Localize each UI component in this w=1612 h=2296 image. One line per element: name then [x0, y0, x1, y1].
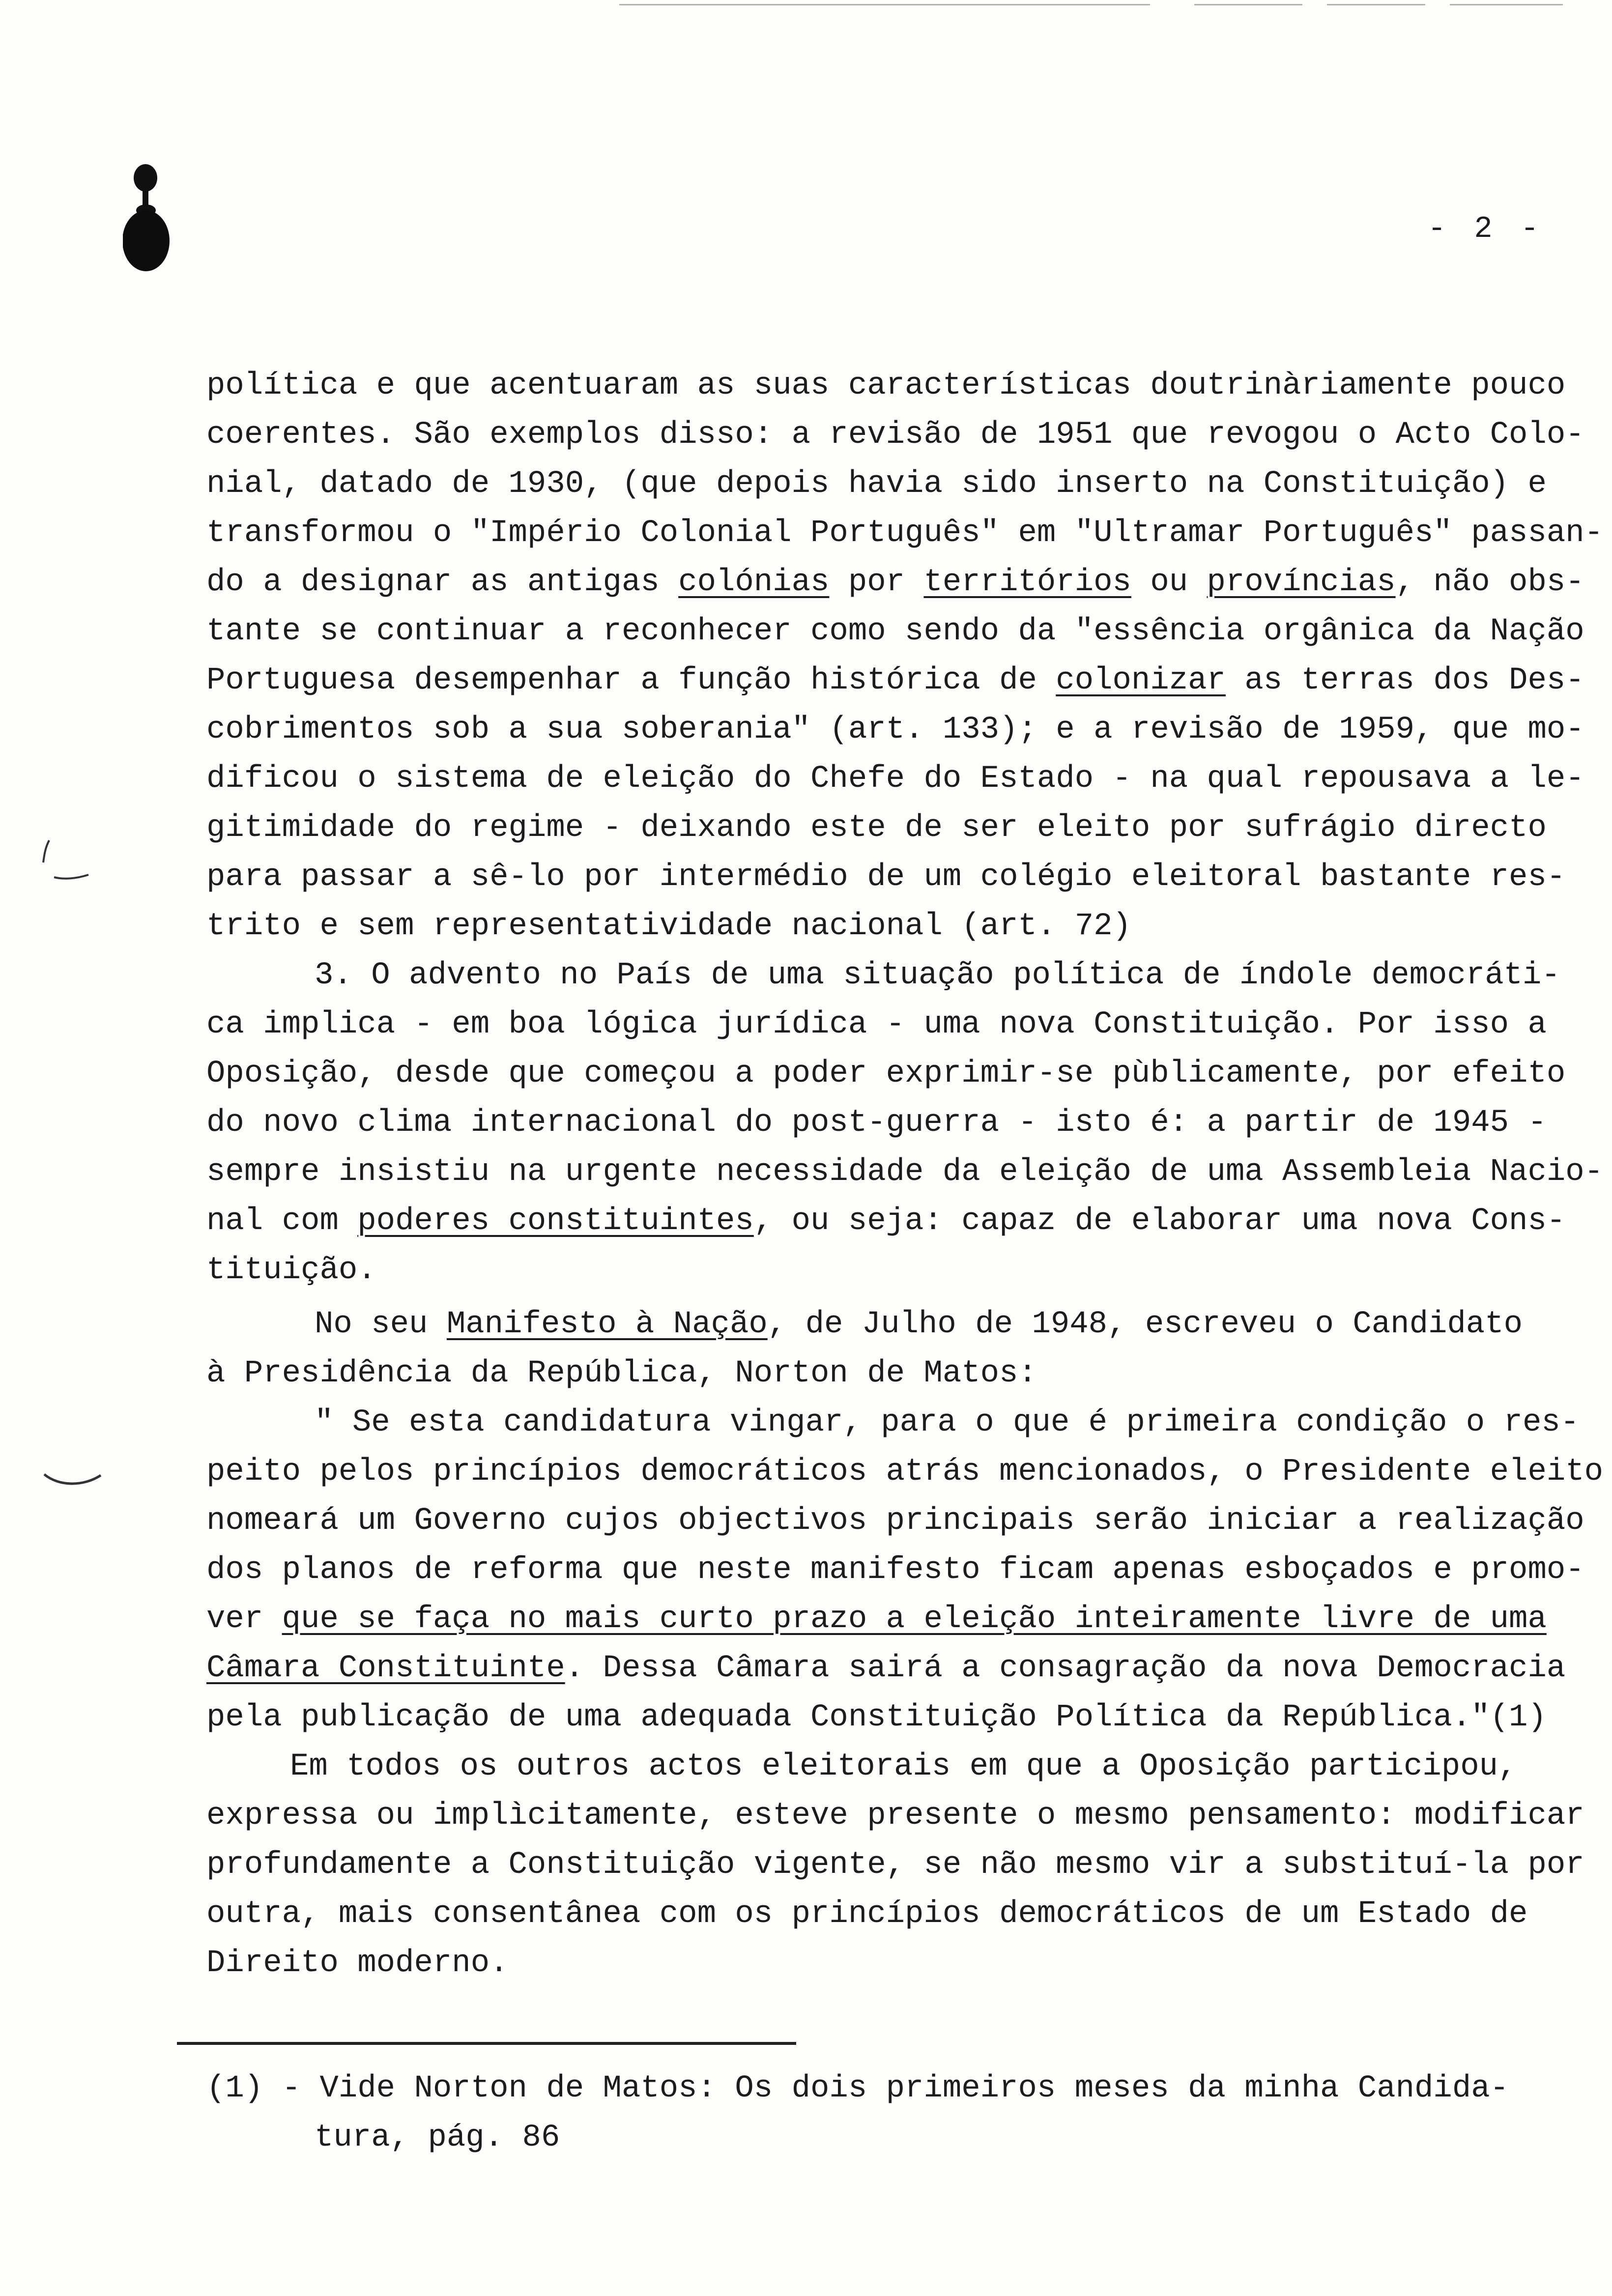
- footnote-text: Vide Norton de Matos: Os dois primeiros meses da minha Candida-: [319, 2071, 1509, 2106]
- text-line: [206, 1000, 1547, 1049]
- text-run: dos planos de reforma que neste manifesto ficam apenas esboçados e promo-: [206, 1552, 1584, 1588]
- text-run: dificou o sistema de eleição do Chefe do Estado - na qual repousava a le-: [206, 761, 1584, 797]
- text-line: [206, 951, 1560, 1000]
- text-line: [206, 1349, 1543, 1398]
- text-line: [206, 361, 1566, 410]
- text-line: [206, 1496, 1584, 1546]
- text-run: ver: [206, 1602, 282, 1637]
- text-line: [206, 509, 1604, 558]
- text-line: [206, 1098, 1547, 1148]
- text-line: [206, 1300, 1543, 1349]
- text-line: [206, 1398, 1580, 1447]
- text-line: [206, 1148, 1604, 1197]
- text-line: [206, 1447, 1604, 1496]
- text-run: nomeará um Governo cujos objectivos principais serão iniciar a realização: [206, 1503, 1584, 1539]
- top-edge-rule: [1450, 4, 1563, 5]
- text-run: do a designar as antigas: [206, 565, 679, 600]
- text-line: [206, 558, 1584, 607]
- text-run: cobrimentos sob a sua soberania" (art. 133); e a revisão de 1959, que mo-: [206, 712, 1584, 747]
- top-edge-rule: [619, 4, 1150, 5]
- text-line: [206, 459, 1547, 509]
- text-line: [206, 1644, 1566, 1693]
- text-line: [206, 1246, 1543, 1295]
- text-run: , de Julho de 1948, escreveu o Candidato: [767, 1307, 1523, 1342]
- text-run: à Presidência da República, Norton de Matos:: [206, 1356, 1037, 1391]
- text-run: , ou seja: capaz de elaborar uma nova Cons-: [753, 1204, 1566, 1239]
- underlined-text: Manifesto à Nação: [446, 1307, 768, 1342]
- text-run: Em todos os outros actos eleitorais em que a Oposição participou,: [290, 1749, 1517, 1784]
- text-line: [206, 1693, 1547, 1742]
- text-run: , não obs-: [1395, 565, 1584, 600]
- page-number: - 2 -: [1428, 211, 1544, 246]
- text-run: gitimidade do regime - deixando este de ser eleito por sufrágio directo: [206, 810, 1547, 846]
- footnote-line: [206, 2113, 1533, 2162]
- text-run: por: [829, 565, 924, 600]
- top-edge-rule: [1194, 4, 1302, 5]
- text-run: ca implica - em boa lógica jurídica - uma nova Constituição. Por isso a: [206, 1007, 1547, 1042]
- text-line: [206, 1791, 1584, 1840]
- text-line: [206, 1546, 1584, 1595]
- text-line: [206, 1197, 1566, 1246]
- text-line: [206, 1939, 1543, 1988]
- text-run: profundamente a Constituição vigente, se não mesmo vir a substituí-la por: [206, 1847, 1584, 1883]
- footnote: [206, 2064, 1533, 2162]
- body-text: [206, 361, 1604, 1988]
- text-run: coerentes. São exemplos disso: a revisão de 1951 que revogou o Acto Colo-: [206, 417, 1584, 453]
- text-run: nial, datado de 1930, (que depois havia sido inserto na Constituição) e: [206, 466, 1547, 502]
- text-run: do novo clima internacional do post-guerra - isto é: a partir de 1945 -: [206, 1105, 1547, 1141]
- text-run: " Se esta candidatura vingar, para o que é primeira condição o res-: [315, 1405, 1580, 1440]
- margin-pencil-mark: [39, 835, 98, 904]
- text-line: [206, 804, 1547, 853]
- text-line: [206, 410, 1584, 459]
- text-line: [206, 1595, 1547, 1644]
- underlined-text: colonizar: [1056, 663, 1226, 698]
- text-run: tituição.: [206, 1253, 376, 1288]
- text-line: [206, 1049, 1566, 1098]
- underlined-text: que se faça no mais curto prazo a eleição inteiramente livre de uma: [282, 1602, 1547, 1637]
- text-run: Direito moderno.: [206, 1946, 509, 1981]
- text-run: outra, mais consentânea com os princípios democráticos de um Estado de: [206, 1896, 1528, 1932]
- text-line: [206, 902, 1543, 951]
- footnote-marker: (1) -: [206, 2071, 320, 2106]
- text-run: peito pelos princípios democráticos atrás mencionados, o Presidente eleito: [206, 1454, 1604, 1490]
- text-run: nal com: [206, 1204, 358, 1239]
- text-line: [206, 1840, 1584, 1890]
- text-line: [206, 1742, 1543, 1791]
- underlined-text: territórios: [923, 565, 1131, 600]
- text-line: [206, 705, 1584, 754]
- text-run: trito e sem representatividade nacional (art. 72): [206, 909, 1131, 944]
- text-run: Portuguesa desempenhar a função histórica de: [206, 663, 1056, 698]
- underlined-text: poderes constituintes: [357, 1204, 754, 1239]
- binder-hole-mark: [123, 157, 182, 295]
- text-run: expressa ou implìcitamente, esteve presente o mesmo pensamento: modificar: [206, 1798, 1584, 1834]
- text-line: [206, 853, 1566, 902]
- top-edge-rule: [1327, 4, 1425, 5]
- text-run: para passar a sê-lo por intermédio de um colégio eleitoral bastante res-: [206, 860, 1566, 895]
- text-run: as terras dos Des-: [1225, 663, 1584, 698]
- text-run: Oposição, desde que começou a poder exprimir-se pùblicamente, por efeito: [206, 1056, 1566, 1091]
- text-run: sempre insistiu na urgente necessidade da eleição de uma Assembleia Nacio-: [206, 1154, 1604, 1190]
- text-run: . Dessa Câmara sairá a consagração da nova Democracia: [565, 1651, 1566, 1686]
- footnote-divider: [177, 2042, 796, 2045]
- text-line: [206, 754, 1584, 804]
- text-run: pela publicação de uma adequada Constituição Política da República."(1): [206, 1700, 1547, 1735]
- text-run: ou: [1131, 565, 1207, 600]
- text-run: 3. O advento no País de uma situação política de índole democráti-: [315, 958, 1560, 993]
- footnote-text: tura, pág. 86: [315, 2120, 560, 2155]
- underlined-text: colónias: [678, 565, 830, 600]
- text-line: [206, 656, 1584, 705]
- underlined-text: Câmara Constituinte: [206, 1651, 565, 1686]
- text-line: [206, 1890, 1543, 1939]
- underlined-text: províncias: [1207, 565, 1396, 600]
- text-run: transformou o "Império Colonial Português" em "Ultramar Português" passan-: [206, 516, 1604, 551]
- margin-pencil-mark: [39, 1464, 108, 1514]
- footnote-line: [206, 2064, 1533, 2113]
- text-line: [206, 607, 1584, 656]
- text-run: tante se continuar a reconhecer como sendo da "essência orgânica da Nação: [206, 614, 1584, 649]
- text-run: No seu: [315, 1307, 447, 1342]
- text-run: política e que acentuaram as suas características doutrinàriamente pouco: [206, 368, 1566, 403]
